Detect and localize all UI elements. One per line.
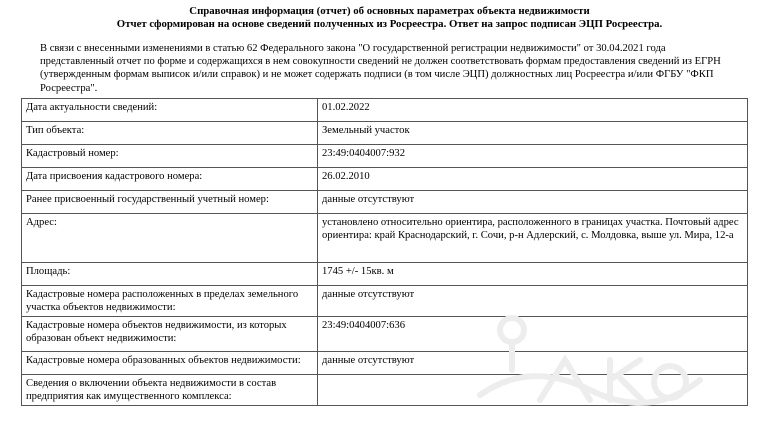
row-value: 01.02.2022 xyxy=(318,99,748,122)
row-value: данные отсутствуют xyxy=(318,286,748,317)
table-row xyxy=(22,191,748,214)
table-row xyxy=(22,122,748,145)
row-value: данные отсутствуют xyxy=(318,352,748,375)
table-row xyxy=(22,352,748,375)
row-value: 23:49:0404007:636 xyxy=(318,317,748,352)
property-info-table xyxy=(21,98,748,406)
row-value: 23:49:0404007:932 xyxy=(318,145,748,168)
row-value: 1745 +/- 15кв. м xyxy=(318,263,748,286)
table-row xyxy=(22,286,748,317)
table-row xyxy=(22,145,748,168)
row-label: Сведения о включении объекта недвижимости в состав предприятия как имущественного комплекса: xyxy=(22,375,318,406)
row-label: Кадастровые номера образованных объектов недвижимости: xyxy=(22,352,318,375)
row-label: Дата присвоения кадастрового номера: xyxy=(22,168,318,191)
table-row xyxy=(22,263,748,286)
row-label: Ранее присвоенный государственный учетный номер: xyxy=(22,191,318,214)
row-label: Кадастровые номера расположенных в пределах земельного участка объектов недвижимости: xyxy=(22,286,318,317)
table-row xyxy=(22,168,748,191)
report-title-line-1: Справочная информация (отчет) об основных параметрах объекта недвижимости xyxy=(189,5,590,17)
row-label: Тип объекта: xyxy=(22,122,318,145)
table-row xyxy=(22,317,748,352)
row-value xyxy=(318,375,748,406)
row-label: Адрес: xyxy=(22,214,318,263)
row-value: данные отсутствуют xyxy=(318,191,748,214)
row-label: Кадастровый номер: xyxy=(22,145,318,168)
row-value: 26.02.2010 xyxy=(318,168,748,191)
report-title xyxy=(0,5,779,31)
row-value: Земельный участок xyxy=(318,122,748,145)
report-title-line-2: Отчет сформирован на основе сведений полученных из Росреестра. Ответ на запрос подписан ЭЦП Росреестра. xyxy=(116,18,663,30)
row-label: Дата актуальности сведений: xyxy=(22,99,318,122)
table-row xyxy=(22,214,748,263)
table-row xyxy=(22,375,748,406)
row-label: Кадастровые номера объектов недвижимости, из которых образован объект недвижимости: xyxy=(22,317,318,352)
legal-notice: В связи с внесенными изменениями в статью 62 Федерального закона "О государственной регистрации недвижимости" от 30.04.2021 года представленный отчет по форме и содержащихся в нем совокупности сведений не должен соответствовать формам предоставления сведений из ЕГРН (утвержденным формам выписок и/или справок) и не может содержать подписи (в том числе ЭЦП) должностных лиц Росреестра и/или ФГБУ "ФКП Росреестра". xyxy=(40,43,721,94)
row-value: установлено относительно ориентира, расположенного в границах участка. Почтовый адрес ориентира: край Краснодарский, г. Сочи, р-н Адлерский, с. Молдовка, выше ул. Мира, 12-а xyxy=(318,214,748,263)
row-label: Площадь: xyxy=(22,263,318,286)
table-row xyxy=(22,99,748,122)
